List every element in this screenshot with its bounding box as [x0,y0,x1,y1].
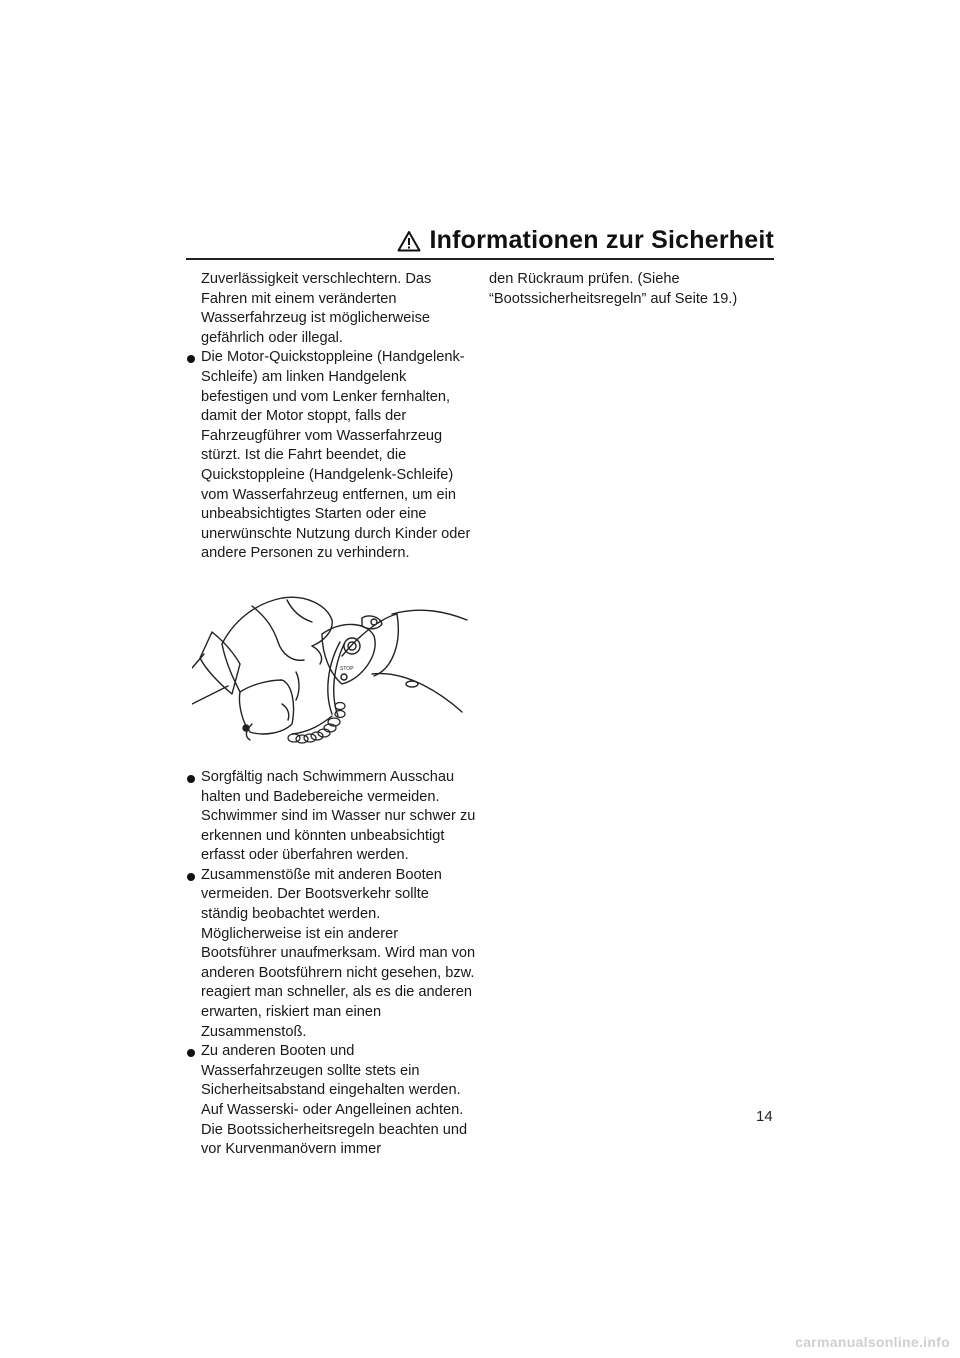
bullet-item [186,1042,476,1160]
bullet-text: Sorgfältig nach Schwimmern Ausschau halten und Badebereiche vermeiden. Schwimmer sind im Wasser nur schwer zu erkennen und könnten unbeabsichtigt erfasst oder überfahren werden. [201,768,476,864]
page-title: Informationen zur Sicherheit [429,226,774,254]
left-column [186,270,476,1160]
bullet-dot-icon [187,1049,195,1057]
illustration-hand-lanyard [192,584,472,756]
bullet-item [186,348,476,564]
bullet-dot-icon [187,873,195,881]
hand-lanyard-drawing [192,584,472,756]
warning-triangle-icon [397,230,421,252]
page-number: 14 [756,1108,773,1125]
continued-paragraph: den Rückraum prüfen. (Siehe “Bootssicherheitsregeln” auf Seite 19.) [489,271,738,307]
bullet-dot-icon [187,355,195,363]
bullet-dot-icon [187,775,195,783]
footer-watermark[interactable]: carmanualsonline.info [795,1334,950,1350]
bullet-text: Zusammenstöße mit anderen Booten vermeiden. Der Bootsverkehr sollte ständig beobachtet werden. Möglicherweise ist ein anderer Bootsführer unaufmerksam. Wird man von anderen Bootsführern nicht gesehen, bzw. reagiert man schneller, als es die anderen erwarten, riskiert man einen Zusammenstoß. [201,866,476,1040]
bullet-item [186,768,476,866]
bullet-text: Zu anderen Booten und Wasserfahrzeugen sollte stets ein Sicherheitsabstand eingehalten werden. Auf Wasserski- oder Angelleinen achten. Die Bootssicherheitsregeln beachten und vor Kurvenmanövern immer [201,1043,468,1158]
bullet-item [186,866,476,1042]
continued-paragraph: Zuverlässigkeit verschlechtern. Das Fahren mit einem veränderten Wasserfahrzeug ist möglicherweise gefährlich oder illegal. [201,271,432,346]
header-title-group [397,226,774,255]
stop-label: STOP [340,665,354,672]
page-header [186,222,774,260]
right-column [489,270,779,309]
bullet-text: Die Motor-Quickstoppleine (Handgelenk-Schleife) am linken Handgelenk befestigen und vom Lenker fernhalten, damit der Motor stoppt, falls der Fahrzeugführer vom Wasserfahrzeug stürzt. Ist die Fahrt beendet, die Quickstoppleine (Handgelenk-Schleife) vom Wasserfahrzeug entfernen, um ein unbeabsichtigtes Starten oder eine unerwünschte Nutzung durch Kinder oder andere Personen zu verhindern. [201,349,471,562]
